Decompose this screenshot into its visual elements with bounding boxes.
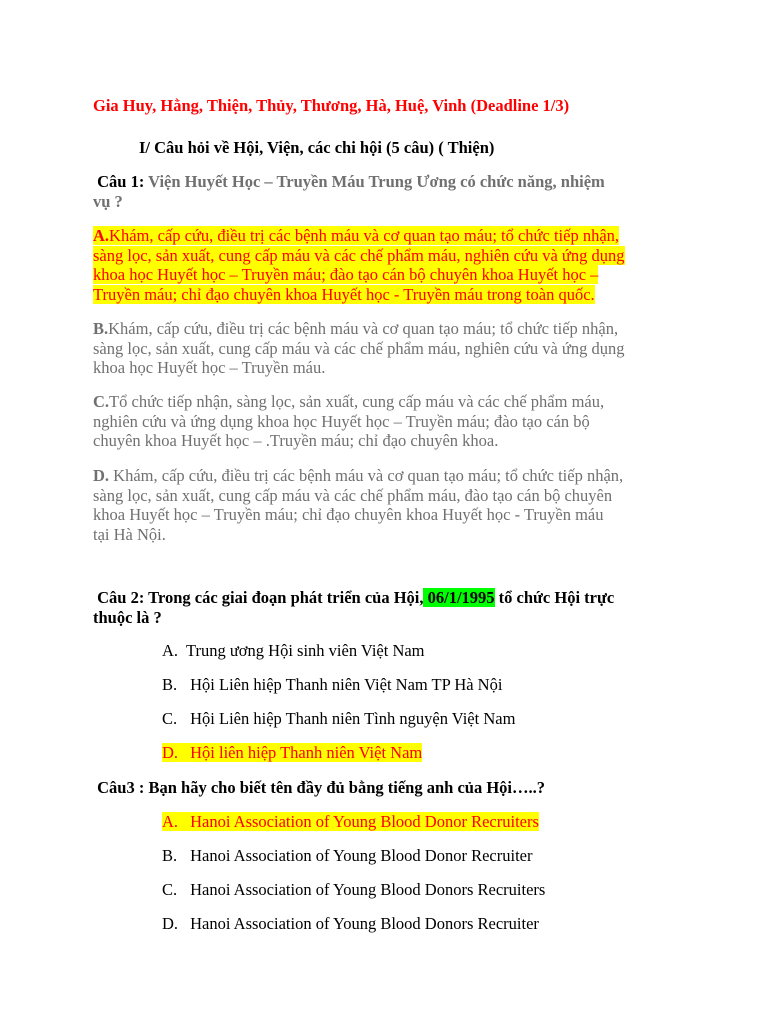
question-2-option-a: A. Trung ương Hội sinh viên Việt Nam <box>162 641 425 660</box>
question-2: Câu 2: Trong các giai đoạn phát triển của Hội, 06/1/1995 tổ chức Hội trực thuộc là ? <box>93 588 615 627</box>
section-title: I/ Câu hỏi về Hội, Viện, các chi hội (5 câu) ( Thiện) <box>139 138 495 157</box>
option-letter: C. <box>93 392 110 411</box>
question-1-label: Câu 1: <box>97 172 145 191</box>
question-1-text-cont: vụ ? <box>93 191 123 211</box>
question-3-option-a: A. Hanoi Association of Young Blood Donor Recruiters <box>162 812 539 831</box>
question-1 <box>93 172 693 211</box>
question-1-option-a: A.Khám, cấp cứu, điều trị các bệnh máu và cơ quan tạo máu; tổ chức tiếp nhận, sàng lọc, sản xuất, cung cấp máu và các chế phẩm máu, nghiên cứu và ứng dụng khoa học Huyết học – Truyền máu; đào tạo cán bộ chuyên khoa Huyết học – Truyền máu; chỉ đạo chuyên khoa Huyết học - Truyền máu trong toàn quốc. <box>93 226 625 304</box>
question-3-option-b: B. Hanoi Association of Young Blood Donor Recruiter <box>162 846 533 865</box>
question-2-option-d: D. Hội liên hiệp Thanh niên Việt Nam <box>162 743 423 762</box>
assignees-line: Gia Huy, Hằng, Thiện, Thủy, Thương, Hà, Huệ, Vinh (Deadline 1/3) <box>93 96 570 115</box>
question-1-option-b: B.Khám, cấp cứu, điều trị các bệnh máu và cơ quan tạo máu; tổ chức tiếp nhận, sàng lọc, sản xuất, cung cấp máu và các chế phẩm máu, nghiên cứu và ứng dụng khoa học Huyết học – Truyền máu. <box>93 319 625 377</box>
date-highlight: 06/1/1995 <box>423 588 495 607</box>
question-2-option-b: B. Hội Liên hiệp Thanh niên Việt Nam TP Hà Nội <box>162 675 503 694</box>
question-2-option-c: C. Hội Liên hiệp Thanh niên Tình nguyện Việt Nam <box>162 709 516 728</box>
question-3-option-c: C. Hanoi Association of Young Blood Donors Recruiters <box>162 880 546 899</box>
question-1-option-c: C.Tổ chức tiếp nhận, sàng lọc, sản xuất, cung cấp máu và các chế phẩm máu, nghiên cứu và ứng dụng khoa học Huyết học – Truyền máu; đào tạo cán bộ chuyên khoa Huyết học – .Truyền máu; chỉ đạo chuyên khoa. <box>93 392 605 450</box>
question-1-option-d: D. Khám, cấp cứu, điều trị các bệnh máu và cơ quan tạo máu; tổ chức tiếp nhận, sàng lọc, sản xuất, cung cấp máu và các chế phẩm máu, đào tạo cán bộ chuyên khoa Huyết học – Truyền máu; chỉ đạo chuyên khoa Huyết học - Truyền máu tại Hà Nội. <box>93 466 624 544</box>
question-1-text: Viện Huyết Học – Truyền Máu Trung Ương có chức năng, nhiệm <box>148 172 605 191</box>
option-letter: D. <box>93 466 110 485</box>
option-letter: B. <box>93 319 109 338</box>
question-3-text: Câu3 : Bạn hãy cho biết tên đầy đủ bằng tiếng anh của Hội…..? <box>97 778 546 797</box>
option-letter: A. <box>93 226 110 245</box>
question-3 <box>93 778 545 798</box>
question-2-text: Câu 2: Trong các giai đoạn phát triển của Hội, <box>97 588 424 607</box>
question-3-option-d: D. Hanoi Association of Young Blood Donors Recruiter <box>162 914 539 933</box>
